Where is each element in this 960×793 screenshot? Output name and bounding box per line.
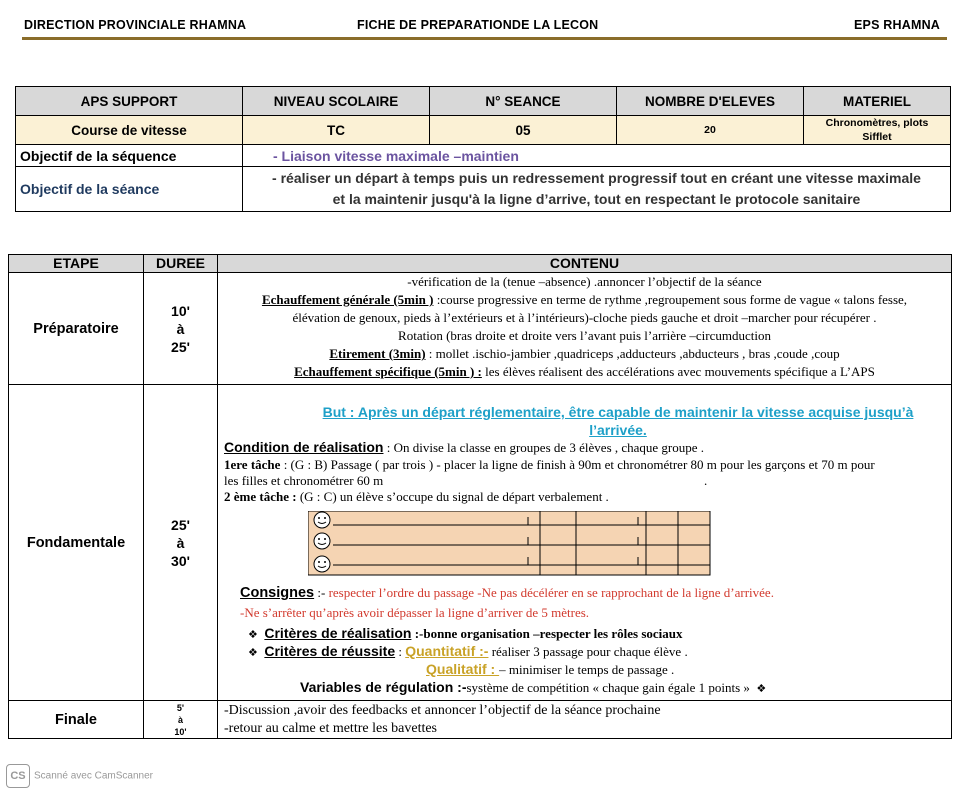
col-duree: DUREE [144, 255, 218, 273]
crit-realisation-title: Critères de réalisation [264, 625, 412, 641]
prep-line-6 [218, 363, 951, 381]
scanner-footer [6, 764, 153, 788]
materiel-value [804, 116, 951, 145]
info-table [15, 86, 951, 212]
col-niveau: NIVEAU SCOLAIRE [243, 87, 430, 116]
crit-reussite-title: Critères de réussite [264, 643, 396, 659]
niveau-value: TC [243, 116, 430, 145]
materiel-line-1: Chronomètres, plots [825, 117, 929, 129]
consignes-title: Consignes [240, 585, 315, 601]
duree-prep-start: 10' [171, 302, 190, 319]
col-contenu: CONTENU [218, 255, 952, 273]
duree-fond-end: 30' [171, 552, 190, 569]
obj-sequence-label: Objectif de la séquence [16, 145, 243, 167]
col-materiel: MATERIEL [804, 87, 951, 116]
duree-fin-sep: à [177, 714, 183, 725]
obj-seance-line-2: et la maintenir jusqu'à la ligne d’arrive, tout en respectant le protocole sanitaire [332, 191, 861, 207]
col-aps: APS SUPPORT [16, 87, 243, 116]
tache-2-line [224, 489, 609, 505]
tache-1-text-2: les filles et chronométrer 60 m [224, 473, 384, 488]
but-line-2: l’arrivée. [589, 422, 647, 438]
qualitatif-text: – minimiser le temps de passage . [499, 662, 675, 677]
track-diagram [308, 511, 728, 579]
tache-1-line [224, 457, 875, 473]
crit-reussite-sep: : [395, 644, 406, 659]
seance-value: 05 [430, 116, 617, 145]
prep-specifique-title: Echauffement spécifique (5min ) : [294, 364, 482, 379]
lesson-table [8, 254, 952, 739]
etape-finale: Finale [9, 701, 144, 739]
content-finale [218, 701, 952, 739]
variables-text: système de compétition « chaque gain égale 1 points » [466, 680, 750, 695]
eleves-value: 20 [617, 116, 804, 145]
tache-1-line-2 [224, 473, 708, 489]
bullet-icon: ❖ [248, 628, 258, 641]
tache-2-title: 2 ème tâche : [224, 489, 297, 504]
prep-echauffement-text: :course progressive en terme de rythme ,regroupement sous forme de vague « talons fesse, [433, 292, 908, 307]
consignes-line [240, 585, 774, 601]
tache-1-dot: . [704, 473, 708, 488]
smiley-face-icon [314, 556, 330, 572]
prep-etirement-title: Etirement (3min) [329, 346, 426, 361]
condition-text: : On divise la classe en groupes de 3 élèves , chaque groupe . [383, 440, 705, 455]
tache-2-text: (G : C) un élève s’occupe du signal de départ verbalement . [296, 489, 609, 504]
consignes-text-1: respecter l’ordre du passage -Ne pas décélérer en se rapprochant de la ligne d’arrivée. [328, 585, 774, 600]
smiley-face-icon [314, 512, 330, 528]
obj-sequence: - Liaison vitesse maximale –maintien [243, 145, 951, 167]
but-text [278, 403, 958, 439]
scanner-text: Scanné avec CamScanner [34, 770, 153, 782]
duree-fin-start: 5' [176, 702, 185, 713]
duree-prep-end: 25' [171, 338, 190, 355]
qualitatif-line [426, 661, 674, 678]
duree-finale [144, 701, 218, 739]
header-left: DIRECTION PROVINCIALE RHAMNA [24, 18, 247, 32]
variables-title: Variables de régulation :- [300, 679, 467, 695]
quantitatif-label: Quantitatif :- [405, 643, 489, 659]
smiley-face-icon [314, 533, 330, 549]
tache-1-title: 1ere tâche [224, 457, 281, 472]
aps-value: Course de vitesse [16, 116, 243, 145]
finale-line-1: -Discussion ,avoir des feedbacks et annoncer l’objectif de la séance prochaine [224, 702, 661, 718]
obj-seance [243, 167, 951, 212]
prep-line-4: Rotation (bras droite et droite vers l’avant puis l’arrière –circumduction [398, 328, 771, 343]
crit-realisation-text: :-bonne organisation –respecter les rôles sociaux [411, 626, 683, 641]
prep-line-2 [218, 291, 951, 309]
prep-line-5 [218, 345, 951, 363]
camscanner-logo-icon: CS [6, 764, 30, 788]
crit-reussite-line [248, 643, 688, 661]
header-divider [22, 37, 947, 40]
col-etape: ETAPE [9, 255, 144, 273]
quantitatif-text: réaliser 3 passage pour chaque élève . [488, 644, 688, 659]
variables-line [300, 679, 766, 697]
condition-line [224, 439, 704, 456]
crit-realisation-line [248, 625, 683, 643]
but-line-1: But : Après un départ réglementaire, être capable de maintenir la vitesse acquise jusqu’à [322, 404, 914, 420]
tache-1-text: : (G : B) Passage ( par trois ) - placer la ligne de finish à 90m et chronométrer 80 m pour les garçons et 70 m pour [280, 457, 875, 472]
col-eleves: NOMBRE D'ELEVES [617, 87, 804, 116]
condition-title: Condition de réalisation [224, 439, 384, 455]
duree-preparatoire [144, 273, 218, 385]
col-seance: N° SEANCE [430, 87, 617, 116]
content-fondamentale [218, 385, 952, 701]
bullet-icon: ❖ [756, 682, 767, 695]
etape-preparatoire: Préparatoire [9, 273, 144, 385]
prep-etirement-text: : mollet .ischio-jambier ,quadriceps ,adducteurs ,abducteurs , bras ,coude ,coup [425, 346, 840, 361]
materiel-line-2: Sifflet [862, 131, 892, 143]
duree-fond-start: 25' [171, 516, 190, 533]
obj-seance-line-1: - réaliser un départ à temps puis un redressement progressif tout en créant une vitesse maximale [272, 170, 921, 186]
duree-fond-sep: à [176, 534, 185, 551]
content-preparatoire [218, 273, 952, 385]
prep-echauffement-title: Echauffement générale (5min ) [261, 292, 434, 307]
header-right: EPS RHAMNA [854, 18, 941, 32]
consignes-text-2: -Ne s’arrêter qu’après avoir dépasser la ligne d’arriver de 5 mètres. [240, 605, 590, 620]
bullet-icon: ❖ [248, 646, 258, 659]
prep-line-1: -vérification de la (tenue –absence) .annoncer l’objectif de la séance [407, 274, 762, 289]
finale-line-2: -retour au calme et mettre les bavettes [224, 720, 438, 736]
prep-line-3: élévation de genoux, pieds à l’extérieurs et à l’intérieurs)-cloche pieds gauche et droit –marcher pour récupérer . [292, 310, 877, 325]
duree-prep-sep: à [176, 320, 185, 337]
obj-seance-label: Objectif de la séance [16, 167, 243, 212]
consignes-sep: :- [314, 585, 329, 600]
prep-specifique-text: les élèves réalisent des accélérations avec mouvements spécifique a L’APS [481, 364, 875, 379]
etape-fondamentale: Fondamentale [9, 385, 144, 701]
duree-fondamentale [144, 385, 218, 701]
duree-fin-end: 10' [174, 726, 187, 737]
qualitatif-label: Qualitatif : [426, 661, 500, 677]
header-center: FICHE DE PREPARATIONDE LA LECON [357, 18, 599, 32]
